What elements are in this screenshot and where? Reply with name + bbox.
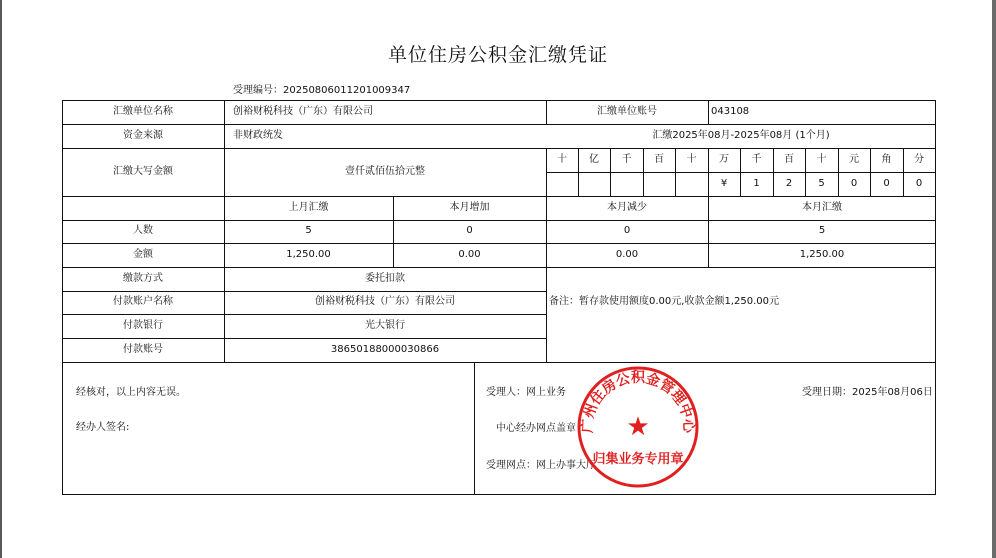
amount-label: 金额: [133, 249, 153, 260]
digit-header: 百: [654, 154, 664, 165]
document-title: 单位住房公积金汇缴凭证: [387, 44, 608, 66]
unit-account-value: 043108: [711, 106, 750, 117]
acceptance-date: 受理日期：2025年08月06日: [802, 387, 933, 398]
amount-last-month: 1,250.00: [286, 249, 331, 260]
people-label: 人数: [133, 225, 153, 236]
digit-value: ¥: [720, 178, 728, 189]
payer-account-label: 付款账号: [123, 344, 163, 355]
center-seal-label: 中心经办网点盖章: [496, 423, 576, 434]
col-header-last-month: 上月汇缴: [288, 202, 329, 213]
digit-header: 千: [751, 154, 762, 165]
verified-note: 经核对，以上内容无误。: [76, 387, 186, 398]
digit-value: 0: [850, 178, 858, 189]
col-header-increase: 本月增加: [449, 202, 490, 213]
seal-star: ★: [626, 412, 650, 442]
pay-method-label: 缴款方式: [123, 273, 163, 284]
seal-purpose-text: 归集业务专用章: [592, 452, 684, 467]
digit-header: 元: [849, 154, 859, 165]
payment-period: 汇缴2025年08月-2025年08月 (1个月): [652, 130, 830, 141]
payer-bank-label: 付款银行: [123, 320, 163, 331]
digit-value: 2: [785, 178, 793, 189]
payer-bank-value: 光大银行: [365, 320, 405, 331]
digit-value: 5: [818, 178, 825, 189]
digit-header: 万: [719, 154, 729, 165]
digit-value: 0: [915, 178, 923, 189]
serial-number: 受理编号：20250806011201009347: [233, 85, 411, 96]
digit-header: 亿: [589, 154, 599, 165]
digit-header: 百: [784, 154, 794, 165]
amount-decrease: 0.00: [615, 249, 639, 260]
voucher-table: [62, 100, 936, 495]
payer-account-value: 38650188000030866: [330, 344, 440, 355]
seal-org-text: 广州住房公积金管理中心: [579, 370, 697, 434]
unit-account-label: 汇缴单位账号: [597, 106, 657, 117]
unit-name-value: 创裕财税科技（广东）有限公司: [233, 106, 373, 117]
digit-header: 十: [686, 154, 697, 165]
page-edge-right: [992, 0, 996, 558]
digit-value: 0: [883, 178, 890, 189]
pay-method-value: 委托扣款: [365, 273, 405, 284]
page-edge-left: [0, 0, 2, 558]
digit-header: 十: [557, 154, 567, 165]
digit-header: 十: [816, 154, 827, 165]
amount-words-value: 壹仟贰佰伍拾元整: [345, 166, 425, 177]
official-seal: [576, 365, 700, 489]
people-this-month: 5: [818, 225, 826, 236]
payer-name-label: 付款账户名称: [113, 296, 173, 307]
handler-signature: 经办人签名:: [76, 422, 130, 433]
people-last-month: 5: [305, 225, 312, 236]
payer-name-value: 创裕财税科技（广东）有限公司: [315, 296, 455, 307]
digit-header: 分: [914, 154, 924, 165]
acceptance-site: 受理网点：网上办事大厅: [486, 460, 596, 471]
digit-header: 千: [621, 154, 632, 165]
amount-words-label: 汇缴大写金额: [113, 166, 173, 177]
remark: 备注：暂存款使用额度0.00元,收款金额1,250.00元: [549, 296, 779, 307]
people-decrease: 0: [623, 225, 631, 236]
digit-header: 角: [881, 154, 892, 165]
unit-name-label: 汇缴单位名称: [113, 106, 173, 117]
col-header-this-month: 本月汇缴: [802, 202, 842, 213]
people-increase: 0: [466, 225, 473, 236]
amount-this-month: 1,250.00: [799, 249, 845, 260]
fund-source-label: 资金来源: [123, 130, 163, 141]
receiver: 受理人：网上业务: [486, 387, 566, 398]
col-header-decrease: 本月减少: [607, 202, 647, 213]
amount-increase: 0.00: [458, 249, 481, 260]
digit-value: 1: [753, 178, 760, 189]
fund-source-value: 非财政统发: [233, 130, 283, 141]
